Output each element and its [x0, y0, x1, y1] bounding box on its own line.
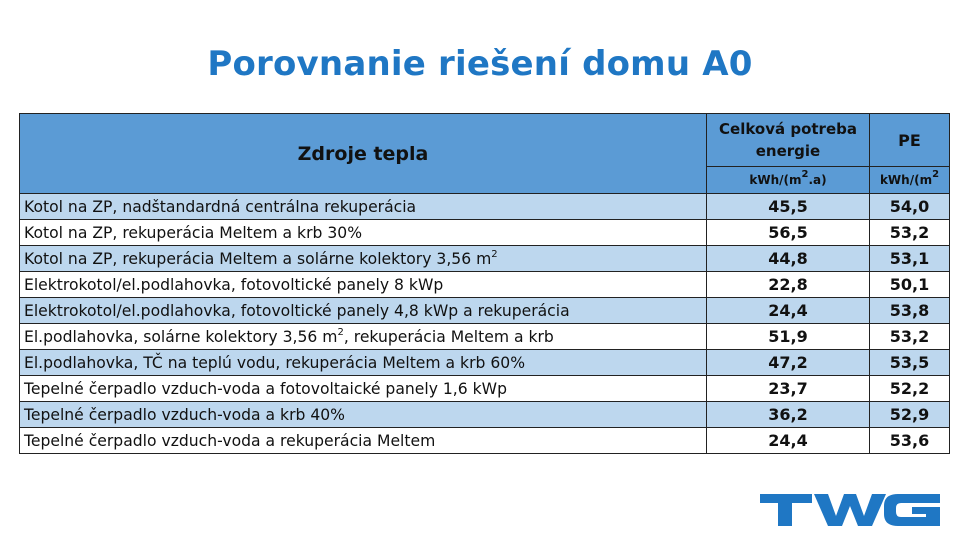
row-total-energy: 47,2	[707, 350, 870, 376]
row-label: El.podlahovka, solárne kolektory 3,56 $m^2$, rekuperácia Meltem a krb	[20, 324, 707, 350]
row-total-energy: 51,9	[707, 324, 870, 350]
row-pe: 53,5	[870, 350, 950, 376]
page-title: Porovnanie riešení domu A0	[207, 44, 753, 84]
row-label: Kotol na ZP, nadštandardná centrálna rekuperácia	[20, 194, 707, 220]
row-pe: 53,8	[870, 298, 950, 324]
twg-logo	[760, 492, 940, 528]
row-total-energy: 24,4	[707, 298, 870, 324]
header-pe: PE	[870, 114, 950, 167]
table-row	[20, 376, 950, 402]
unit-total-energy: kWh/$(m^2.a)$	[707, 167, 870, 194]
table-row	[20, 220, 950, 246]
row-pe: 53,2	[870, 324, 950, 350]
table-row	[20, 298, 950, 324]
table-row	[20, 428, 950, 454]
row-label: Kotol na ZP, rekuperácia Meltem a solárne kolektory 3,56 $m^2$	[20, 246, 707, 272]
row-pe: 53,2	[870, 220, 950, 246]
row-total-energy: 36,2	[707, 402, 870, 428]
row-label: Tepelné čerpadlo vzduch-voda a krb 40%	[20, 402, 707, 428]
row-label: Kotol na ZP, rekuperácia Meltem a krb 30%	[20, 220, 707, 246]
row-pe: 52,2	[870, 376, 950, 402]
row-total-energy: 44,8	[707, 246, 870, 272]
comparison-table	[19, 113, 950, 454]
row-pe: 52,9	[870, 402, 950, 428]
unit-pe: kWh/($m^2$	[870, 167, 950, 194]
row-total-energy: 23,7	[707, 376, 870, 402]
table-row	[20, 350, 950, 376]
row-total-energy: 22,8	[707, 272, 870, 298]
row-label: Tepelné čerpadlo vzduch-voda a rekuperácia Meltem	[20, 428, 707, 454]
row-pe: 53,1	[870, 246, 950, 272]
row-pe: 54,0	[870, 194, 950, 220]
table-row	[20, 324, 950, 350]
table-row	[20, 194, 950, 220]
row-label: Elektrokotol/el.podlahovka, fotovoltické panely 8 kWp	[20, 272, 707, 298]
row-label: El.podlahovka, TČ na teplú vodu, rekuperácia Meltem a krb 60%	[20, 350, 707, 376]
header-heat-sources: Zdroje tepla	[20, 114, 707, 194]
row-pe: 50,1	[870, 272, 950, 298]
table-row	[20, 272, 950, 298]
row-total-energy: 24,4	[707, 428, 870, 454]
row-label: Tepelné čerpadlo vzduch-voda a fotovoltaické panely 1,6 kWp	[20, 376, 707, 402]
table-row	[20, 402, 950, 428]
row-total-energy: 45,5	[707, 194, 870, 220]
header-total-energy: Celková potreba energie	[707, 114, 870, 167]
row-label: Elektrokotol/el.podlahovka, fotovoltické panely 4,8 kWp a rekuperácia	[20, 298, 707, 324]
row-total-energy: 56,5	[707, 220, 870, 246]
table-row	[20, 246, 950, 272]
row-pe: 53,6	[870, 428, 950, 454]
